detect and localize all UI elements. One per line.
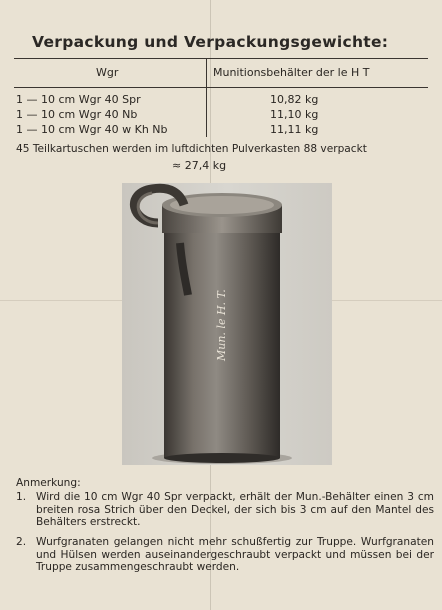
table-header-wgr: Wgr bbox=[96, 66, 119, 79]
packing-weight: ≈ 27,4 kg bbox=[172, 159, 227, 172]
packing-note: 45 Teilkartuschen werden im luftdichten Pulverkasten 88 verpackt bbox=[16, 143, 367, 155]
row-weight: 10,82 kg bbox=[270, 93, 319, 106]
table-header-rule bbox=[14, 87, 428, 88]
table-column-divider bbox=[206, 59, 207, 137]
table-top-rule bbox=[14, 58, 428, 59]
row-ammo-name: 1 — 10 cm Wgr 40 Nb bbox=[16, 108, 138, 121]
row-weight: 11,10 kg bbox=[270, 108, 319, 121]
remark-text: Wurfgranaten gelangen nicht mehr schußfertig zur Truppe. Wurfgranaten und Hülsen werden auseinandergeschraubt verpackt und müssen bei der Truppe zusammengeschraubt werden. bbox=[36, 536, 434, 574]
row-weight: 11,11 kg bbox=[270, 123, 319, 136]
row-ammo-name: 1 — 10 cm Wgr 40 Spr bbox=[16, 93, 141, 106]
remark-text: Wird die 10 cm Wgr 40 Spr verpackt, erhält der Mun.-Behälter einen 3 cm breiten rosa Strich über den Deckel, der sich bis 3 cm auf den Mantel des Behälters erstreckt. bbox=[36, 491, 434, 529]
table-header-container: Munitionsbehälter der le H T bbox=[213, 66, 370, 79]
ammo-container-photo bbox=[122, 183, 332, 465]
page-title: Verpackung und Verpackungsgewichte: bbox=[32, 33, 389, 51]
remark-number: 1. bbox=[16, 491, 27, 503]
container-stencil-label: Mun. le H. T. bbox=[215, 289, 228, 361]
remark-number: 2. bbox=[16, 536, 27, 548]
row-ammo-name: 1 — 10 cm Wgr 40 w Kh Nb bbox=[16, 123, 168, 136]
remarks-heading: Anmerkung: bbox=[16, 477, 81, 489]
